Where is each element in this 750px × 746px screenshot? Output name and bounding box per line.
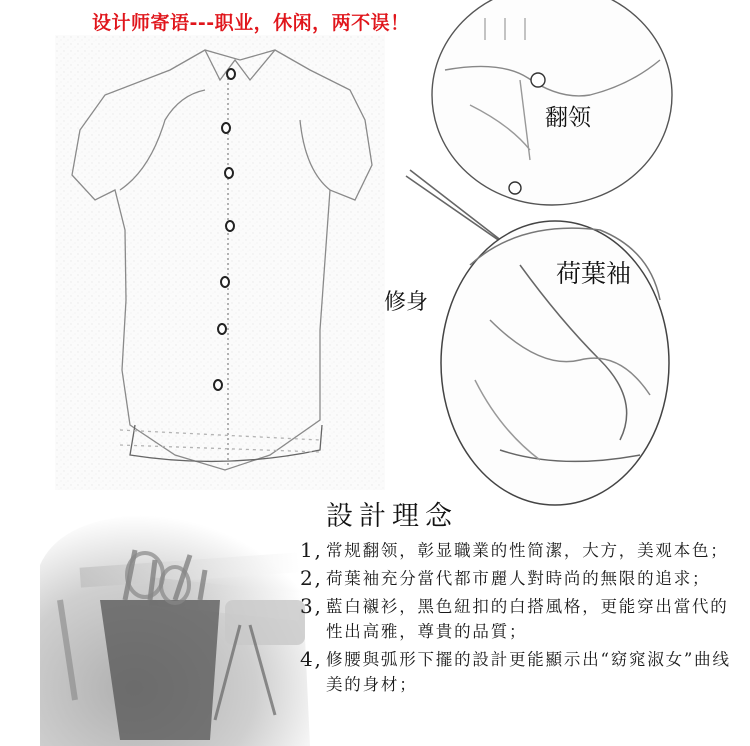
label-sleeve: 荷葉袖 xyxy=(556,259,632,288)
concept-point-4 xyxy=(300,647,740,697)
sleeve-detail xyxy=(441,221,669,505)
designer-message-headline: 设计师寄语---职业，休闲，两不误！ xyxy=(92,12,410,34)
design-concept-list xyxy=(300,538,740,700)
sketch-backdrop xyxy=(55,35,385,490)
label-collar: 翻领 xyxy=(545,105,591,131)
concept-point-text: 修腰與弧形下擺的設計更能顯示出“窈窕淑女”曲线美的身材； xyxy=(326,650,731,694)
concept-point-3 xyxy=(300,594,740,644)
concept-point-number: 1, xyxy=(300,538,323,562)
stationery-photo xyxy=(40,515,310,746)
concept-point-number: 2, xyxy=(300,566,323,590)
concept-point-text: 藍白襯衫，黑色紐扣的白搭風格，更能穿出當代的性出高雅，尊貴的品質； xyxy=(326,597,729,641)
concept-point-1 xyxy=(300,538,740,563)
concept-point-text: 常规翻领，彰显職業的性简潔，大方，美观本色； xyxy=(326,541,729,560)
design-concept-title: 設計理念 xyxy=(326,501,458,532)
concept-point-text: 荷葉袖充分當代都市麗人對時尚的無限的追求； xyxy=(326,569,711,588)
concept-point-number: 3, xyxy=(300,594,323,618)
concept-point-number: 4, xyxy=(300,647,323,671)
concept-point-2 xyxy=(300,566,740,591)
label-slim-fit: 修身 xyxy=(384,290,429,315)
